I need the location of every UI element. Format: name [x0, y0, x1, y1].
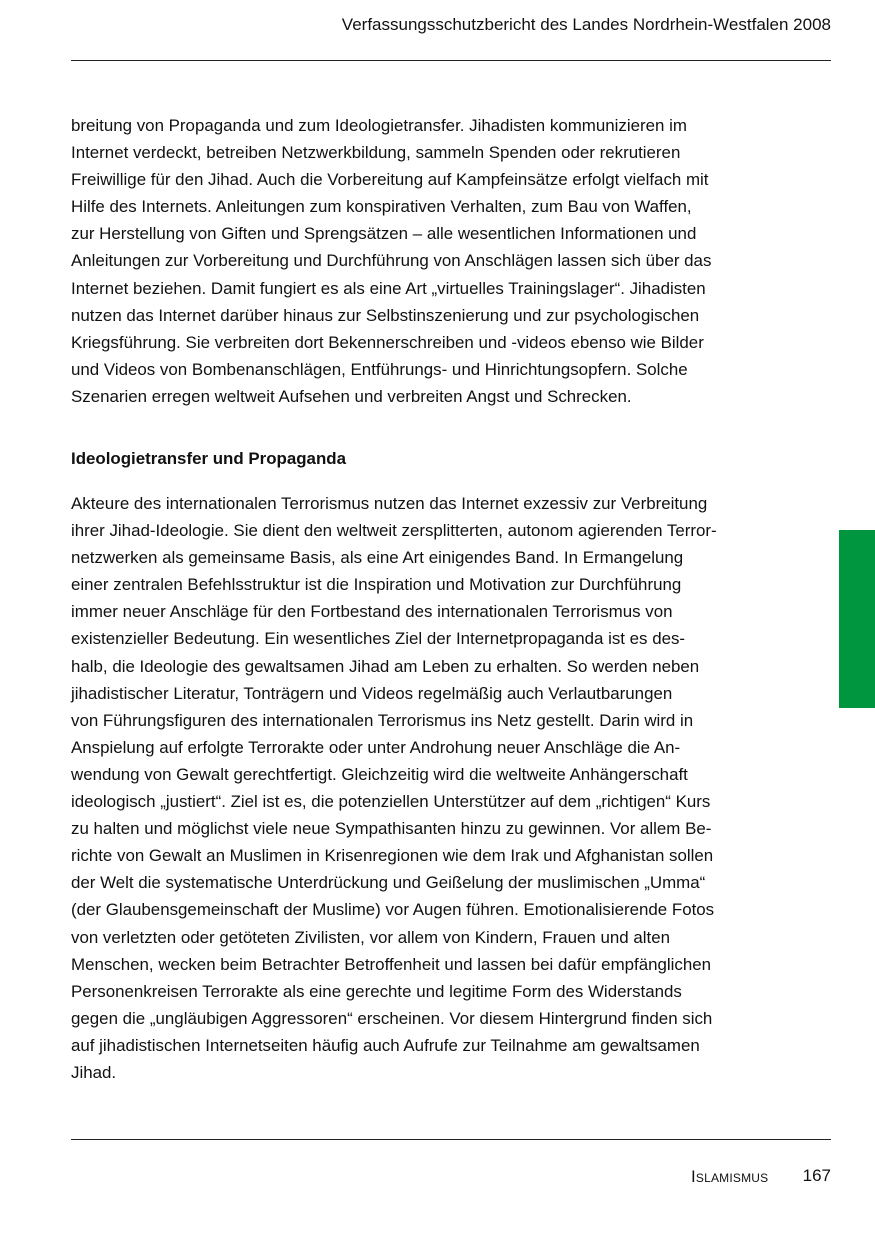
paragraph-1 — [71, 112, 811, 410]
text-line: Personenkreisen Terrorakte als eine gerechte und legitime Form des Widerstands — [71, 981, 682, 1001]
text-line: auf jihadistischen Internetseiten häufig auch Aufrufe zur Teilnahme am gewaltsamen — [71, 1035, 700, 1055]
text-line: gegen die „ungläubigen Aggressoren“ erscheinen. Vor diesem Hintergrund finden sich — [71, 1008, 713, 1028]
chapter-side-tab — [839, 530, 875, 708]
text-line: Internet verdeckt, betreiben Netzwerkbildung, sammeln Spenden oder rekrutieren — [71, 143, 681, 163]
text-line: Akteure des internationalen Terrorismus nutzen das Internet exzessiv zur Verbreitung — [71, 494, 708, 513]
text-line: immer neuer Anschläge für den Fortbestand des internationalen Terrorismus von — [71, 602, 673, 622]
text-line: der Welt die systematische Unterdrückung und Geißelung der muslimischen „Umma“ — [71, 873, 706, 893]
paragraph-2 — [71, 490, 811, 1086]
text-line: existenzieller Bedeutung. Ein wesentliches Ziel der Internetpropaganda ist es des- — [71, 629, 686, 649]
text-line: Freiwillige für den Jihad. Auch die Vorbereitung auf Kampfeinsätze erfolgt vielfach mit — [71, 170, 709, 190]
text-line: einer zentralen Befehlsstruktur ist die Inspiration und Motivation zur Durchführung — [71, 575, 682, 595]
text-line: (der Glaubensgemeinschaft der Muslime) vor Augen führen. Emotionalisierende Fotos — [71, 900, 715, 920]
text-line: ideologisch „justiert“. Ziel ist es, die potenziellen Unterstützer auf dem „richtigen“ Kurs — [71, 792, 711, 812]
text-line: von Führungsfiguren des internationalen Terrorismus ins Netz gestellt. Darin wird in — [71, 710, 694, 730]
text-line: und Videos von Bombenanschlägen, Entführungs- und Hinrichtungsopfern. Solche — [71, 359, 688, 379]
section-heading: Ideologietransfer und Propaganda — [71, 449, 346, 468]
text-line: breitung von Propaganda und zum Ideologietransfer. Jihadisten kommunizieren im — [71, 116, 687, 135]
text-line: von verletzten oder getöteten Zivilisten, vor allem von Kindern, Frauen und alten — [71, 927, 671, 947]
text-line: halb, die Ideologie des gewaltsamen Jihad am Leben zu erhalten. So werden neben — [71, 656, 700, 676]
text-line: netzwerken als gemeinsame Basis, als eine Art einigendes Band. In Ermangelung — [71, 548, 684, 568]
text-line: Hilfe des Internets. Anleitungen zum konspirativen Verhalten, zum Bau von Waffen, — [71, 197, 692, 217]
footer-section-label: Islamismus — [691, 1167, 769, 1186]
text-line: Anspielung auf erfolgte Terrorakte oder unter Androhung neuer Anschläge die An- — [71, 737, 681, 757]
text-line: zur Herstellung von Giften und Sprengsätzen – alle wesentlichen Informationen und — [71, 224, 697, 244]
page-number: 167 — [802, 1166, 831, 1185]
footer-divider — [71, 1139, 831, 1140]
text-line: ihrer Jihad-Ideologie. Sie dient den weltweit zersplitterten, autonom agierenden Terror- — [71, 521, 717, 541]
text-line: Jihad. — [71, 1062, 117, 1082]
running-header-title: Verfassungsschutzbericht des Landes Nordrhein-Westfalen 2008 — [341, 15, 831, 34]
text-line: richte von Gewalt an Muslimen in Krisenregionen wie dem Irak und Afghanistan sollen — [71, 846, 714, 866]
text-line: Kriegsführung. Sie verbreiten dort Bekennerschreiben und -videos ebenso wie Bilder — [71, 332, 704, 352]
text-line: Internet beziehen. Damit fungiert es als eine Art „virtuelles Trainingslager“. Jihadisten — [71, 278, 706, 298]
text-line: jihadistischer Literatur, Tonträgern und Videos regelmäßig auch Verlautbarungen — [71, 683, 673, 703]
header-divider — [71, 60, 831, 61]
text-line: Menschen, wecken beim Betrachter Betroffenheit und lassen bei dafür empfänglichen — [71, 954, 712, 974]
text-line: zu halten und möglichst viele neue Sympathisanten hinzu zu gewinnen. Vor allem Be- — [71, 819, 712, 839]
text-line: wendung von Gewalt gerechtfertigt. Gleichzeitig wird die weltweite Anhängerschaft — [71, 764, 688, 784]
text-line: Anleitungen zur Vorbereitung und Durchführung von Anschlägen lassen sich über das — [71, 251, 712, 271]
text-line: nutzen das Internet darüber hinaus zur Selbstinszenierung und zur psychologischen — [71, 305, 700, 325]
text-line: Szenarien erregen weltweit Aufsehen und verbreiten Angst und Schrecken. — [71, 386, 632, 406]
